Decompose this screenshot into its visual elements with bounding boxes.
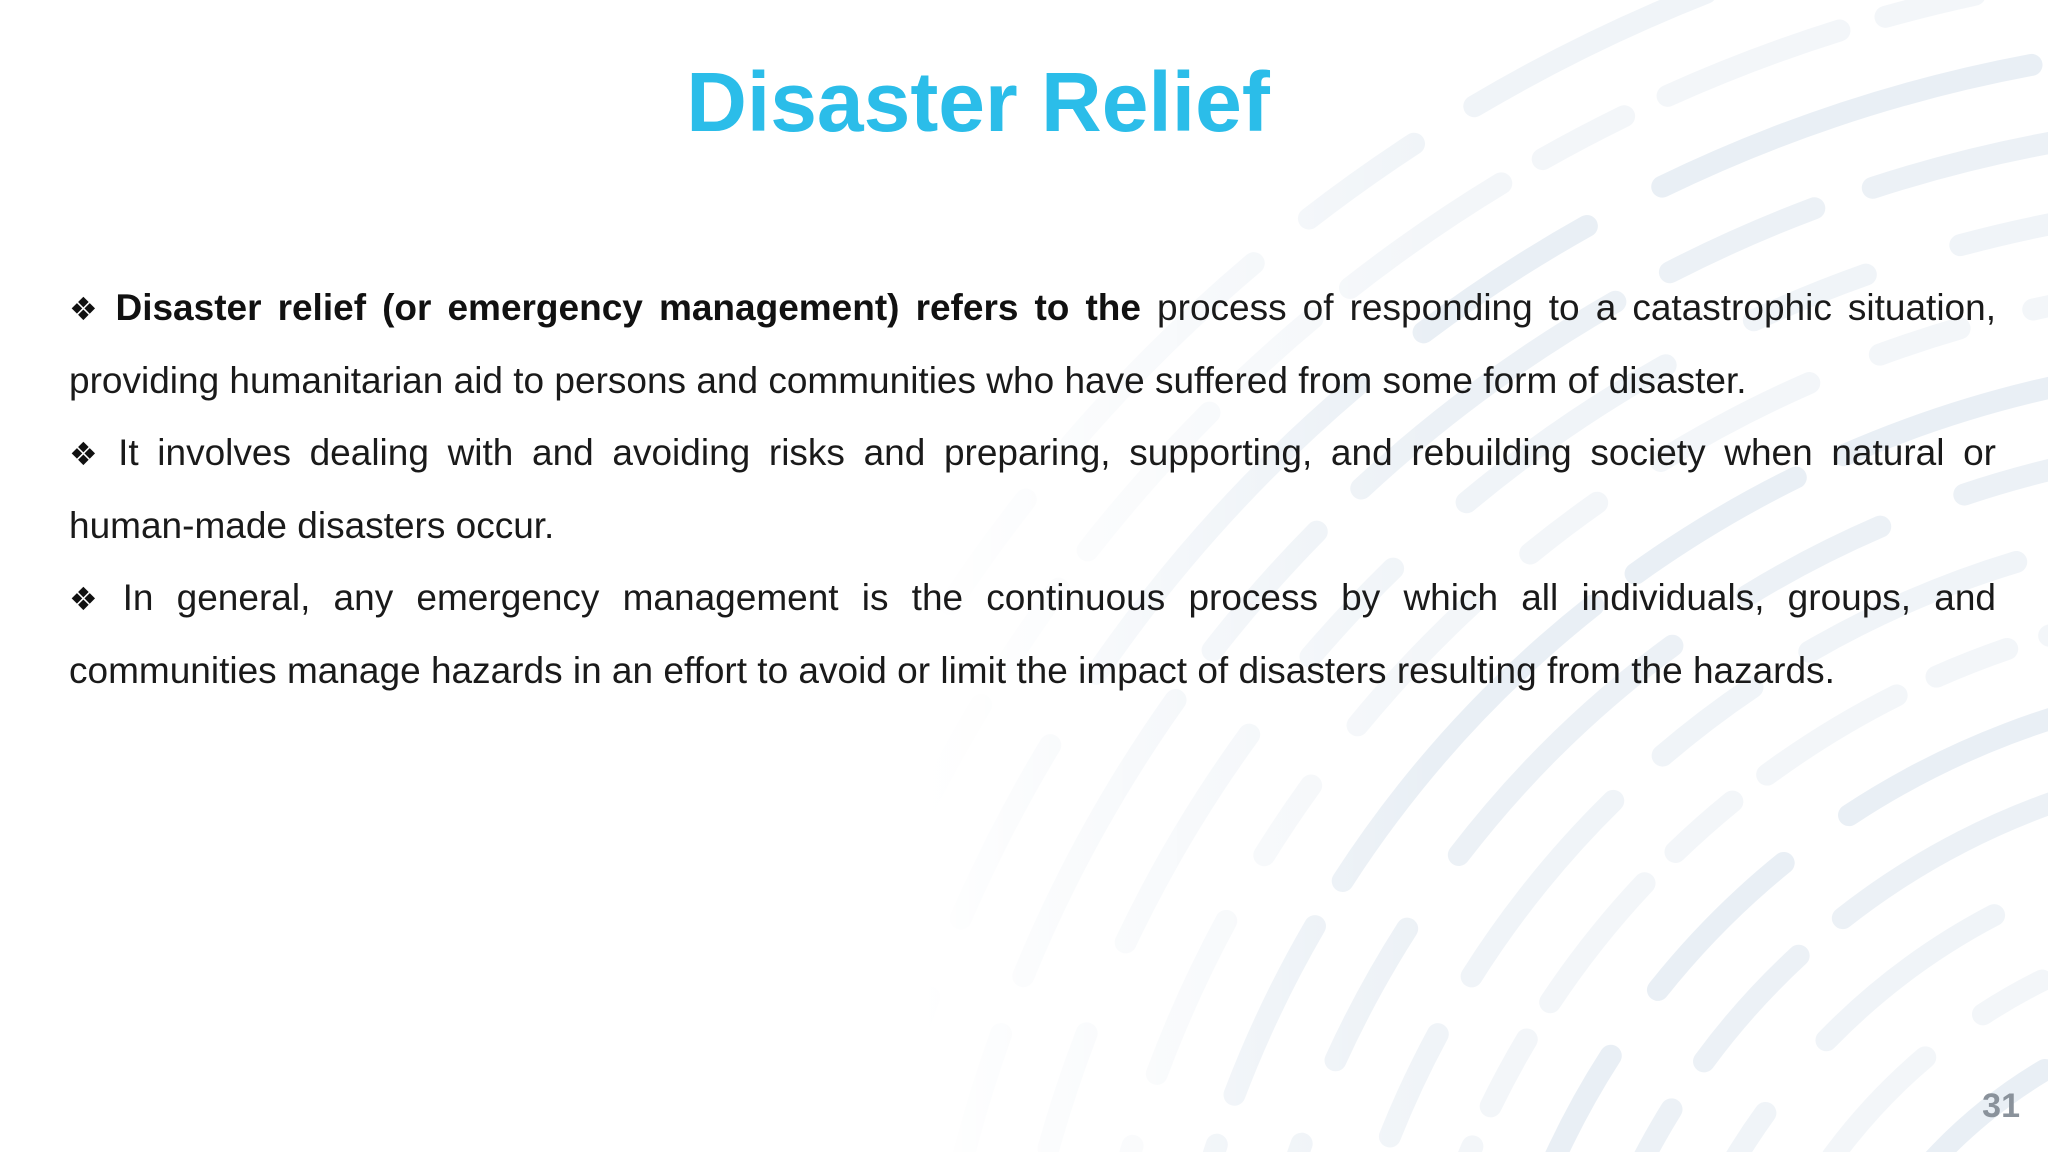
four-diamond-bullet-icon: ❖: [69, 580, 111, 618]
bullet-list: [69, 272, 1996, 707]
slide-title: Disaster Relief: [686, 55, 1270, 149]
bullet-2-text: It involves dealing with and avoiding risks and preparing, supporting, and rebuilding society when natural or human-made disasters occur.: [69, 432, 1997, 546]
bullet-item-2: [69, 417, 1996, 562]
bullet-3-text: In general, any emergency management is the continuous process by which all individuals, groups, and communities manage hazards in an effort to avoid or limit the impact of disasters resulting from the hazards.: [69, 577, 1997, 691]
bullet-1-bold-text: Disaster relief (or emergency management) refers to the: [115, 287, 1141, 328]
four-diamond-bullet-icon: ❖: [69, 290, 104, 328]
page-number: 31: [1982, 1087, 2020, 1125]
bullet-item-3: [69, 562, 1996, 707]
four-diamond-bullet-icon: ❖: [69, 435, 107, 473]
bullet-1-text: process of responding to a catastrophic situation, providing humanitarian aid to persons and communities who have suffered from some form of disaster.: [69, 287, 1996, 401]
bullet-item-1: [69, 272, 1996, 417]
